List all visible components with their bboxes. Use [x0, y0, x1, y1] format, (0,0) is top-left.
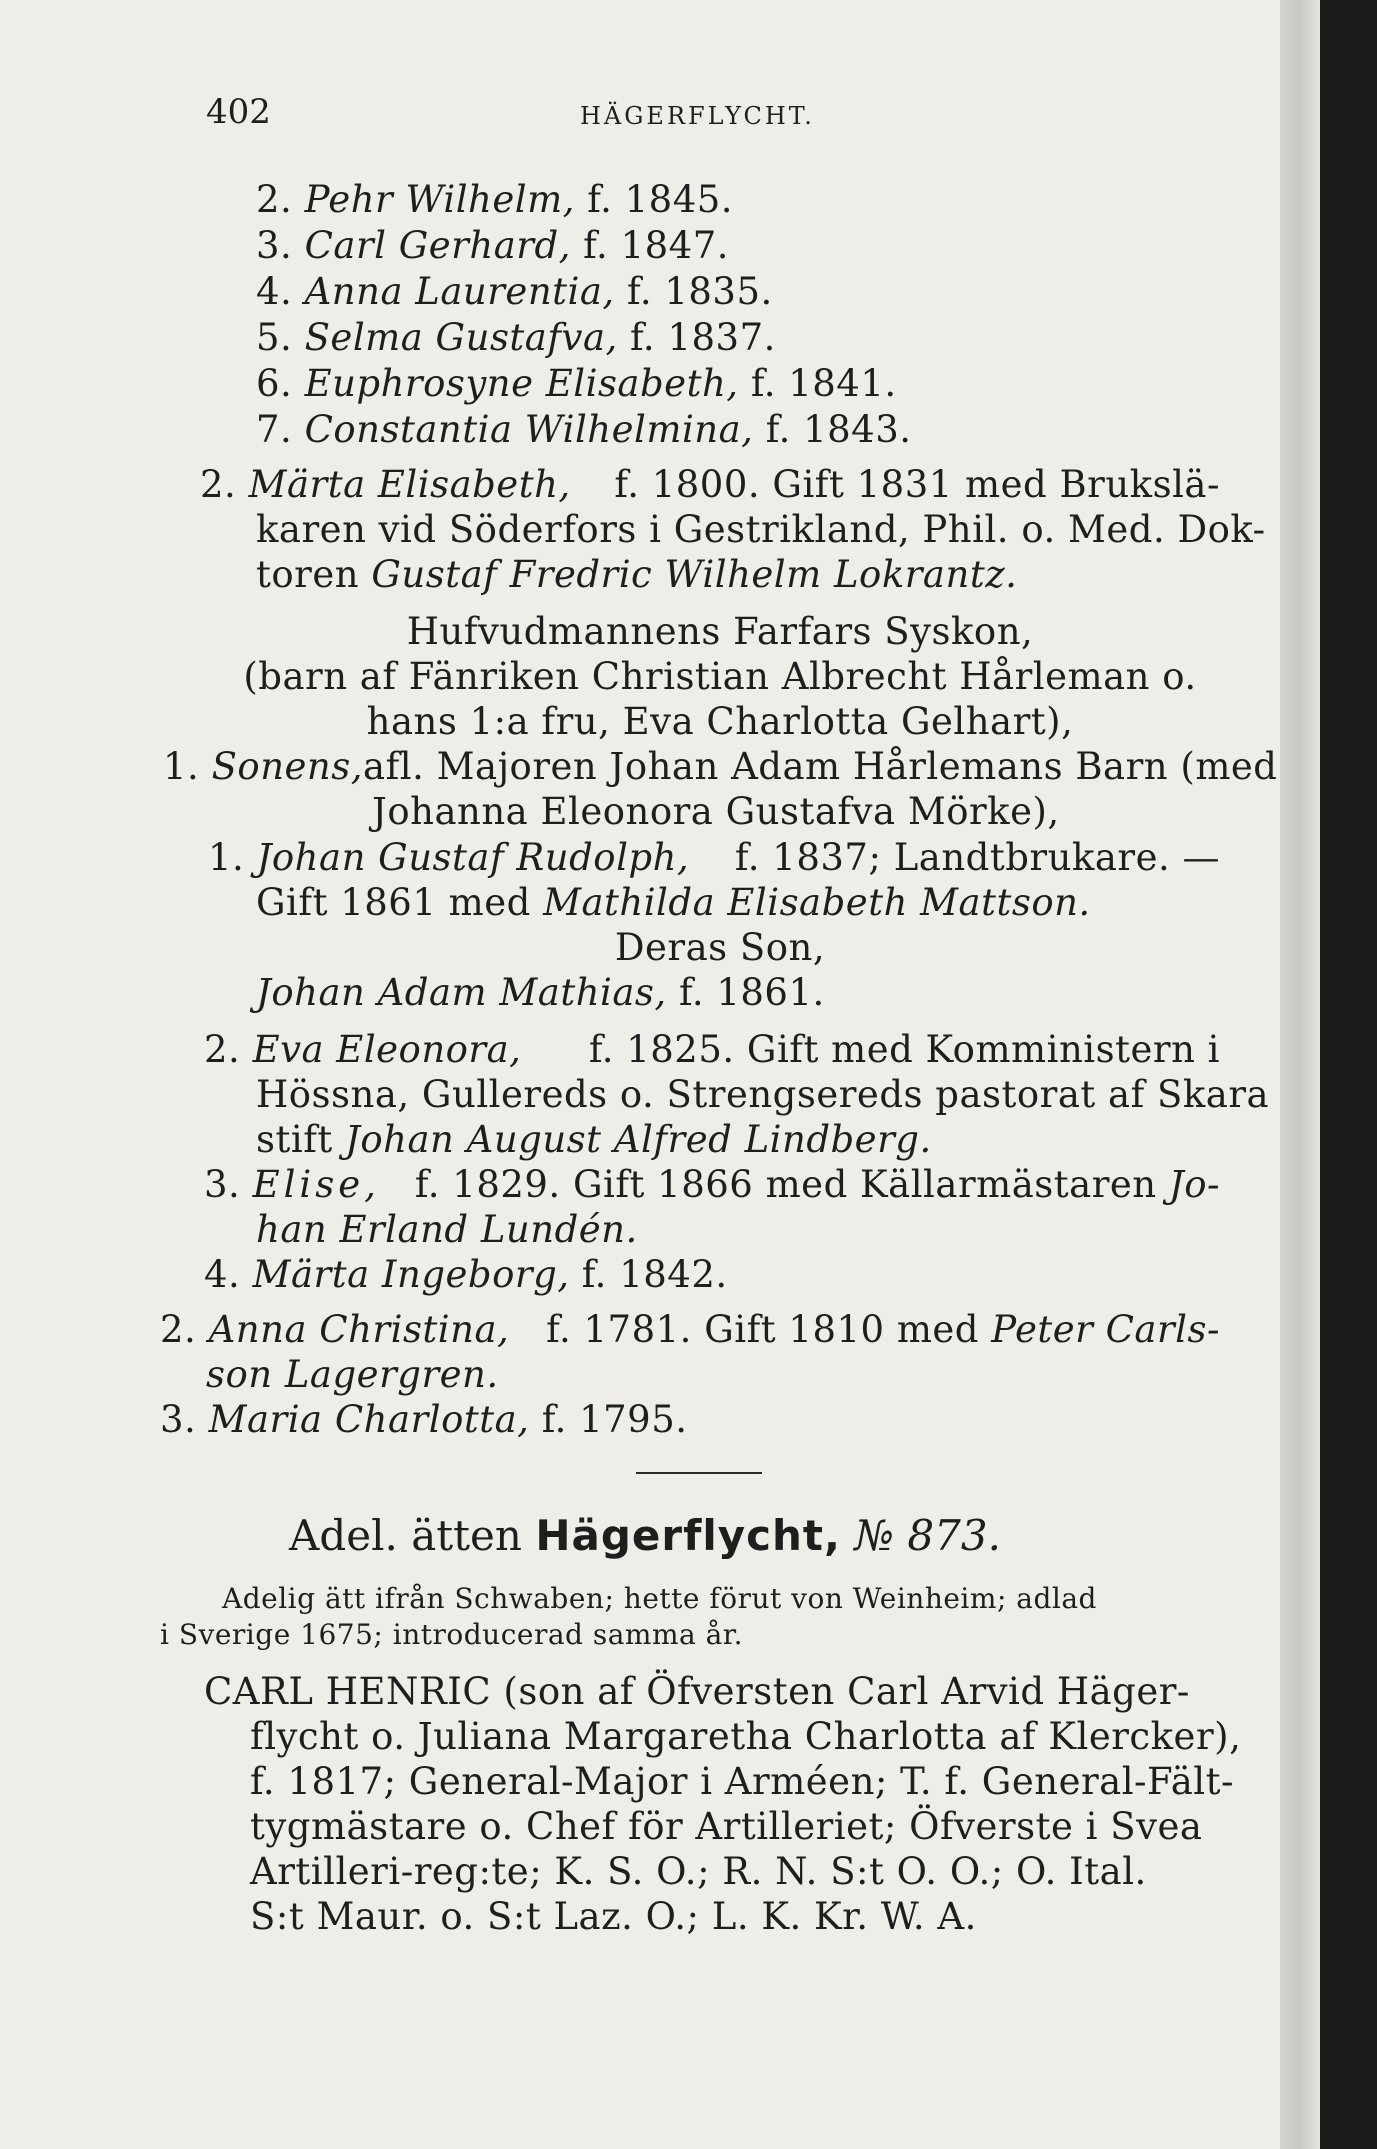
- entry-johan-gustaf: 1. Johan Gustaf Rudolph, f. 1837; Landtbrukare. —: [208, 836, 1220, 879]
- entry-constantia: 7. Constantia Wilhelmina, f. 1843.: [256, 408, 912, 451]
- farfar-sub-1: (barn af Fänriken Christian Albrecht Hårleman o.: [243, 655, 1197, 698]
- eva-line-2: Hössna, Gullereds o. Strengsereds pastorat af Skara: [256, 1073, 1270, 1116]
- entry-marta-elisabeth: 2. Märta Elisabeth, f. 1800. Gift 1831 med Brukslä-: [200, 463, 1220, 506]
- carl-henric-line-1: CARL HENRIC (son af Öfversten Carl Arvid Häger-: [204, 1670, 1190, 1713]
- section-intro-1: Adelig ätt ifrån Schwaben; hette förut von Weinheim; adlad: [222, 1582, 1097, 1615]
- carl-henric-line-4: tygmästare o. Chef för Artilleriet; Öfverste i Svea: [250, 1805, 1203, 1848]
- page-number: 402: [206, 92, 271, 132]
- deras-son-heading: Deras Son,: [614, 926, 826, 969]
- johan-line-2: Gift 1861 med Mathilda Elisabeth Mattson.: [256, 881, 1091, 924]
- entry-marta-ingeborg: 4. Märta Ingeborg, f. 1842.: [204, 1253, 728, 1296]
- entry-johan-adam-mathias: Johan Adam Mathias, f. 1861.: [256, 971, 825, 1014]
- elise-line-2: han Erland Lundén.: [256, 1208, 638, 1251]
- entry-selma: 5. Selma Gustafva, f. 1837.: [256, 316, 776, 359]
- running-title: HÄGERFLYCHT.: [580, 102, 815, 130]
- entry-carl-gerhard: 3. Carl Gerhard, f. 1847.: [256, 224, 729, 267]
- farfar-sub-2: hans 1:a fru, Eva Charlotta Gelhart),: [366, 700, 1074, 743]
- entry-maria-charlotta: 3. Maria Charlotta, f. 1795.: [160, 1398, 688, 1441]
- entry-anna-christina: 2. Anna Christina, f. 1781. Gift 1810 med Peter Carls-: [160, 1308, 1220, 1351]
- carl-henric-line-2: flycht o. Juliana Margaretha Charlotta af Klercker),: [250, 1715, 1242, 1758]
- eva-line-3: stift Johan August Alfred Lindberg.: [256, 1118, 932, 1161]
- carl-henric-line-3: f. 1817; General-Major i Arméen; T. f. General-Fält-: [250, 1760, 1234, 1803]
- entry-sonens: 1. Sonens, afl. Majoren Johan Adam Hårlemans Barn (med: [163, 745, 1278, 788]
- page-edge: [1280, 0, 1320, 2149]
- section-intro-2: i Sverige 1675; introducerad samma år.: [160, 1618, 744, 1651]
- farfar-heading: Hufvudmannens Farfars Syskon,: [406, 610, 1034, 653]
- section-title: Adel. ätten Hägerflycht, № 873.: [289, 1511, 1001, 1560]
- entry-anna-laurentia: 4. Anna Laurentia, f. 1835.: [256, 270, 773, 313]
- marta-line-3: toren Gustaf Fredric Wilhelm Lokrantz.: [256, 553, 1018, 596]
- marta-line-2: karen vid Söderfors i Gestrikland, Phil. o. Med. Dok-: [256, 508, 1266, 551]
- entry-elise: 3. Elise, f. 1829. Gift 1866 med Källarmästaren Jo-: [204, 1163, 1220, 1206]
- carl-henric-line-6: S:t Maur. o. S:t Laz. O.; L. K. Kr. W. A.: [250, 1895, 977, 1938]
- sonens-line-2: Johanna Eleonora Gustafva Mörke),: [372, 790, 1060, 833]
- entry-pehr: 2. Pehr Wilhelm, f. 1845.: [256, 178, 734, 221]
- entry-euphrosyne: 6. Euphrosyne Elisabeth, f. 1841.: [256, 362, 897, 405]
- section-divider: [636, 1472, 762, 1474]
- entry-eva-eleonora: 2. Eva Eleonora, f. 1825. Gift med Komministern i: [204, 1028, 1220, 1071]
- background-strip: [1320, 0, 1377, 2149]
- carl-henric-line-5: Artilleri-reg:te; K. S. O.; R. N. S:t O. O.; O. Ital.: [250, 1850, 1147, 1893]
- anna-line-2: son Lagergren.: [206, 1353, 499, 1396]
